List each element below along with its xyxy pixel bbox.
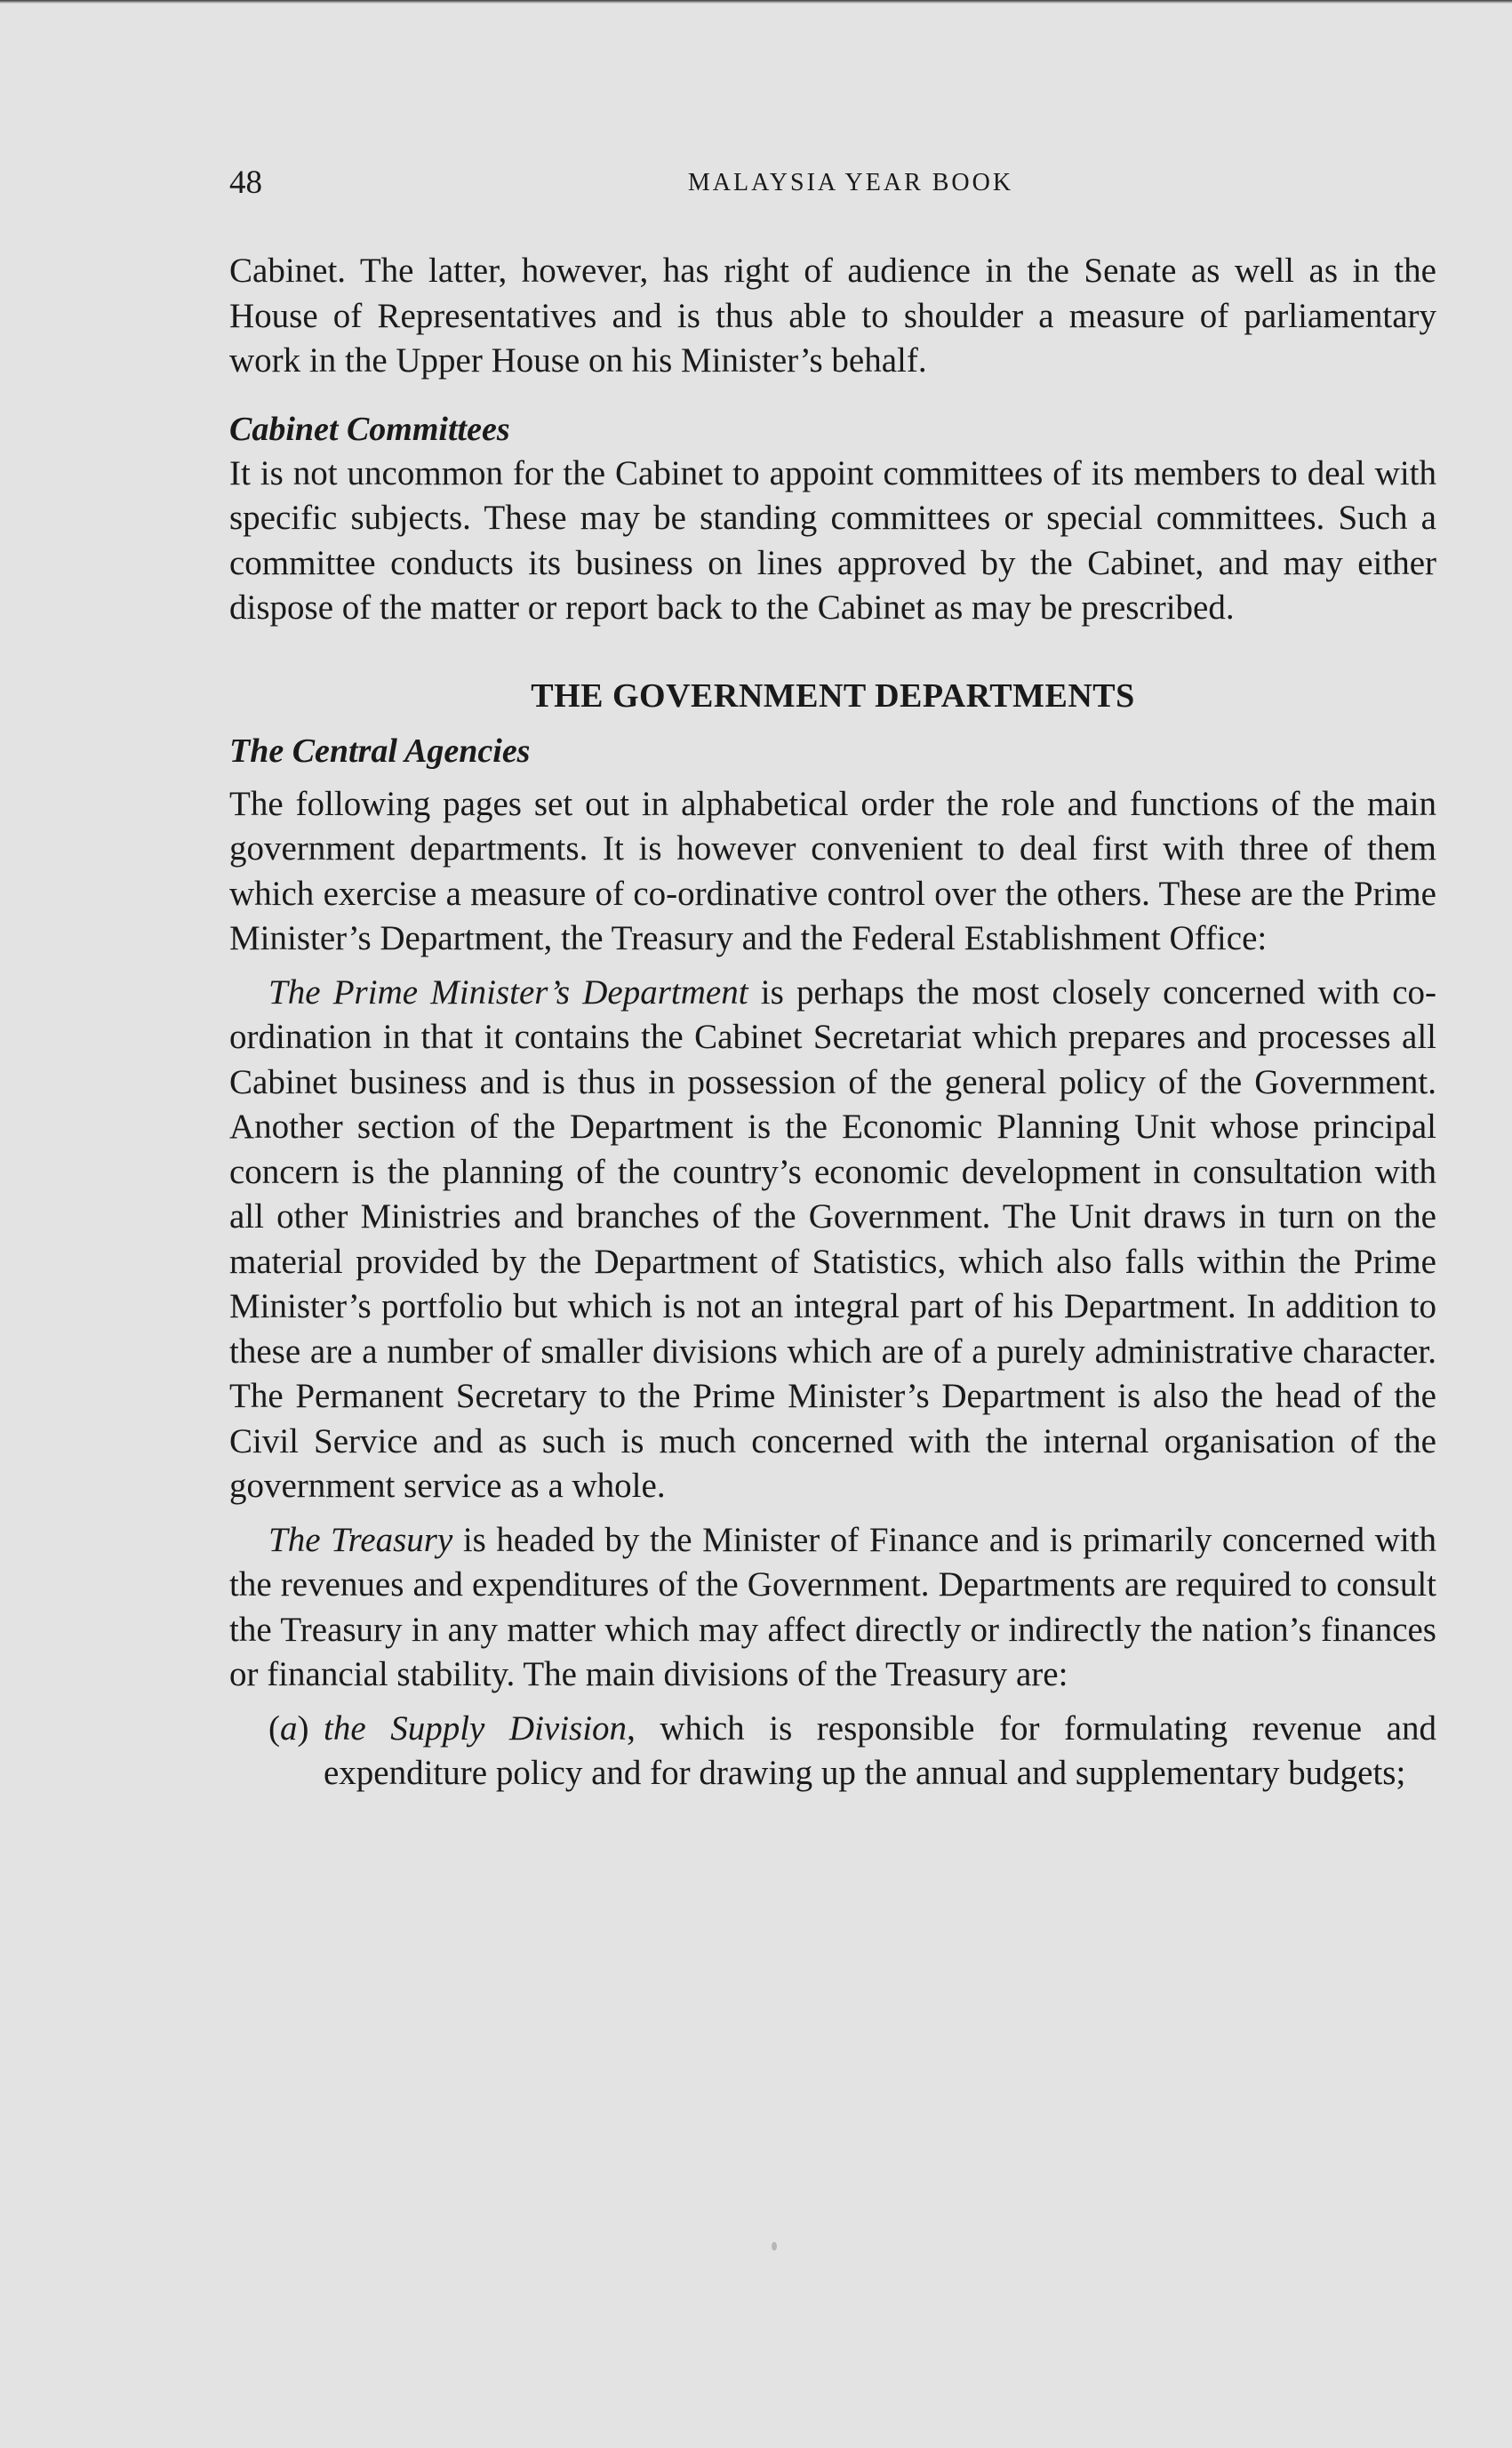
supply-division-text: , which is responsible for formulating revenue and expenditure policy and for drawing up the annual and supplementary budgets; xyxy=(324,1708,1436,1792)
page-number: 48 xyxy=(229,164,262,201)
list-marker: (a) xyxy=(268,1708,309,1748)
treasury-paragraph xyxy=(229,1518,1436,1698)
cabinet-committees-subheading: Cabinet Committees xyxy=(229,410,510,448)
government-departments-heading: THE GOVERNMENT DEPARTMENTS xyxy=(531,676,1135,715)
prime-ministers-department-term: The Prime Minister’s Department xyxy=(268,972,748,1012)
book-title: MALAYSIA YEAR BOOK xyxy=(687,169,1014,196)
cabinet-committees-paragraph: It is not uncommon for the Cabinet to appoint committees of its members to deal with specific subjects. These may be standing committees or special committees. Such a committee conducts its business on lines approved by the Cabinet, and may either dispose of the matter or report back to the Cabinet as may be prescribed. xyxy=(229,453,1436,627)
central-agencies-subheading: The Central Agencies xyxy=(229,732,531,770)
central-agencies-paragraph: The following pages set out in alphabetical order the role and functions of the main government departments. It is however convenient to deal first with three of them which exercise a measure of co-ordinative control over the others. These are the Prime Minister’s Department, the Treasury and the Federal Establishment Office: xyxy=(229,784,1436,957)
opening-paragraph: Cabinet. The latter, however, has right of audience in the Senate as well as in the House of Representatives and is thus able to shoulder a measure of parliamentary work in the Upper House on his Minister’s behalf. xyxy=(229,252,1436,380)
prime-ministers-department-text: is perhaps the most closely concerned with co-ordination in that it contains the Cabinet Secretariat which prepares and processes all Cabinet business and is thus in possession of the general policy of the Government. Another section of the Department is the Economic Planning Unit whose principal concern is the planning of the country’s economic development in consultation with all other Ministries and branches of the Government. The Unit draws in turn on the material provided by the Department of Statistics, which also falls within the Prime Minister’s portfolio but which is not an integral part of his Department. In addition to these are a number of smaller divisions which are of a purely administrative character. The Permanent Secretary to the Prime Minister’s Department is also the head of the Civil Service and as such is much concerned with the internal organisation of the government service as a whole. xyxy=(229,972,1436,1505)
supply-division-paragraph xyxy=(324,1707,1436,1796)
treasury-term: The Treasury xyxy=(268,1520,453,1559)
supply-division-term: the Supply Division xyxy=(324,1708,628,1748)
running-head xyxy=(229,160,1436,210)
book-page xyxy=(229,160,1436,1796)
prime-ministers-department-paragraph xyxy=(229,971,1436,1509)
scan-speck xyxy=(772,2242,777,2251)
list-item xyxy=(229,1707,1436,1796)
treasury-divisions-list xyxy=(229,1707,1436,1796)
treasury-text: is headed by the Minister of Finance and is primarily concerned with the revenues and expenditures of the Government. Departments are required to consult the Treasury in any matter which may affect directly or indirectly the nation’s finances or financial stability. The main divisions of the Treasury are: xyxy=(229,1520,1437,1693)
scan-top-edge xyxy=(0,0,1512,4)
